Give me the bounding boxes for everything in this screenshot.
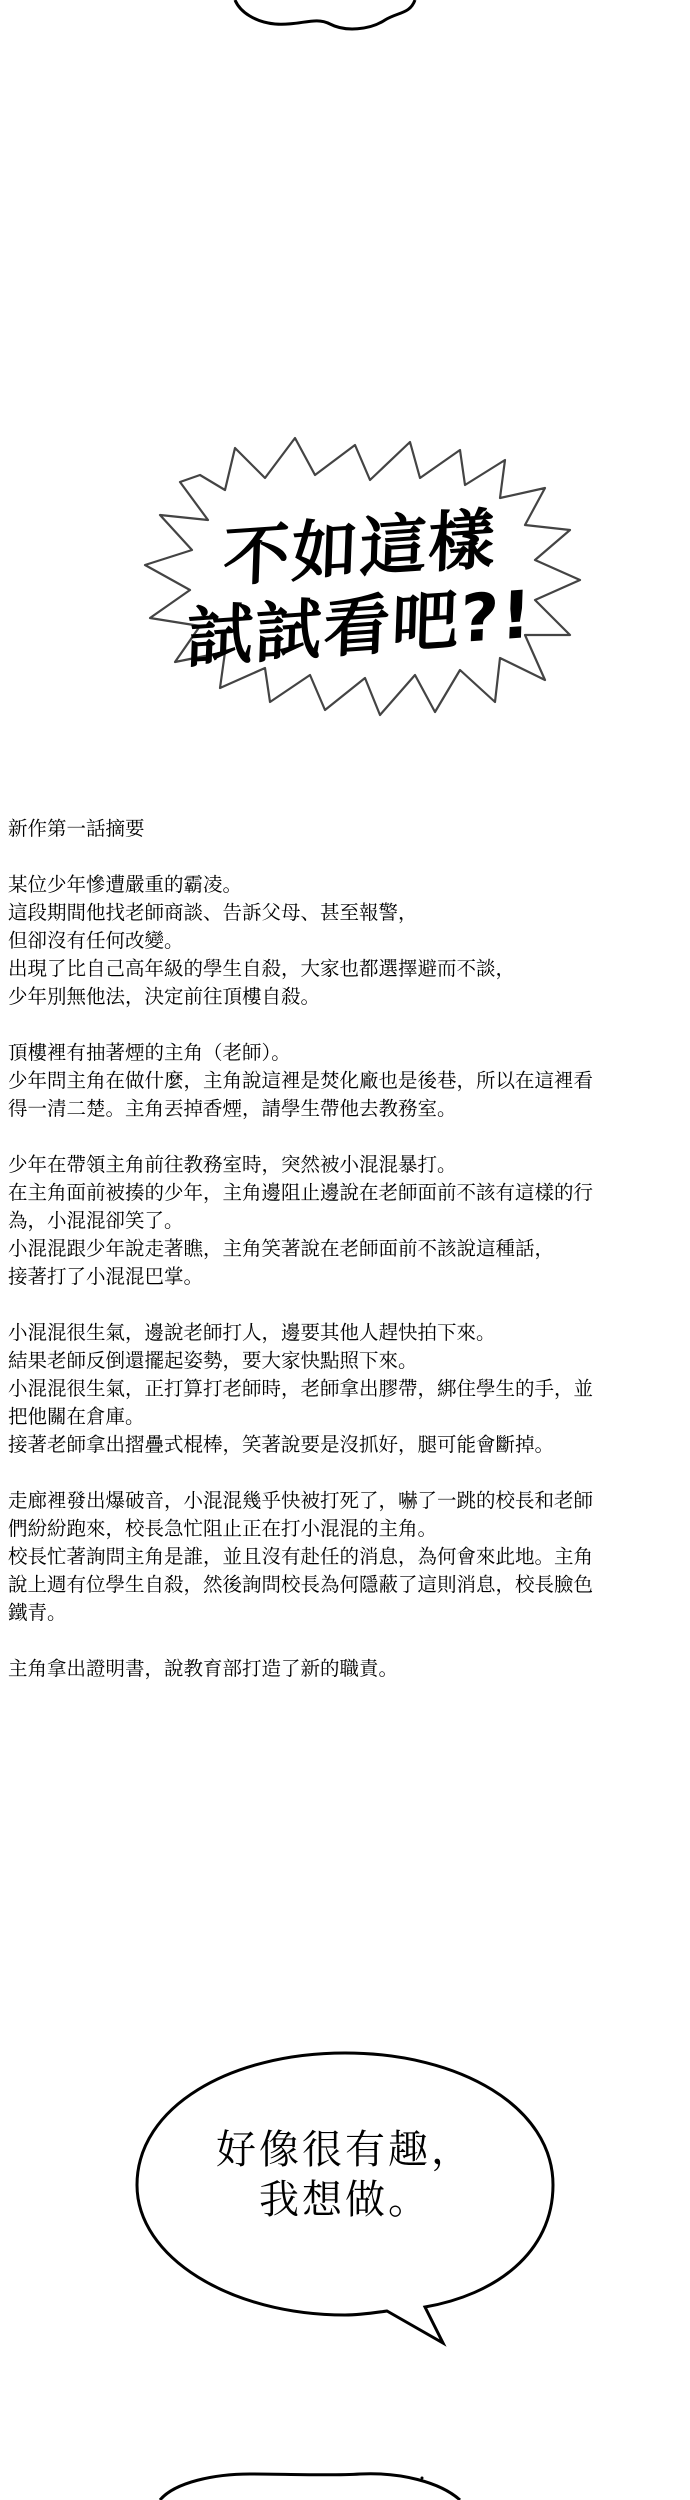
summary-line: 走廊裡發出爆破音，小混混幾乎快被打死了，嚇了一跳的校長和老師 bbox=[8, 1489, 594, 1512]
speech-line-2: 我想做。 bbox=[259, 2177, 431, 2223]
summary-line: 為，小混混卻笑了。 bbox=[8, 1209, 184, 1232]
summary-paragraph-5 bbox=[8, 1487, 680, 1627]
top-bubble-fragment bbox=[0, 0, 690, 40]
summary-line: 小混混很生氣，邊說老師打人，邊要其他人趕快拍下來。 bbox=[8, 1321, 496, 1344]
speech-bubble-text bbox=[165, 2125, 525, 2225]
summary-line: 主角拿出證明書，說教育部打造了新的職責。 bbox=[8, 1657, 399, 1680]
summary-line: 這段期間他找老師商談、告訴父母、甚至報警， bbox=[8, 901, 418, 924]
summary-line: 出現了比自己高年級的學生自殺，大家也都選擇避而不談， bbox=[8, 957, 516, 980]
shout-bubble-text bbox=[170, 500, 550, 677]
summary-line: 小混混跟少年說走著瞧，主角笑著說在老師面前不該說這種話， bbox=[8, 1237, 555, 1260]
summary-line: 某位少年慘遭嚴重的霸凌。 bbox=[8, 873, 243, 896]
summary-line: 說上週有位學生自殺，然後詢問校長為何隱蔽了這則消息，校長臉色 bbox=[8, 1573, 594, 1596]
speech-line-1: 好像很有趣， bbox=[216, 2127, 474, 2173]
summary-line: 少年在帶領主角前往教務室時，突然被小混混暴打。 bbox=[8, 1153, 457, 1176]
summary-line: 得一清二楚。主角丟掉香煙，請學生帶他去教務室。 bbox=[8, 1097, 457, 1120]
summary-line: 小混混很生氣，正打算打老師時，老師拿出膠帶，綁住學生的手，並 bbox=[8, 1377, 594, 1400]
summary-paragraph-2 bbox=[8, 1039, 680, 1123]
summary-line: 校長忙著詢問主角是誰，並且沒有赴任的消息，為何會來此地。主角 bbox=[8, 1545, 594, 1568]
summary-paragraph-1 bbox=[8, 871, 680, 1011]
summary-title: 新作第一話摘要 bbox=[8, 817, 145, 840]
summary-paragraph-4 bbox=[8, 1319, 680, 1459]
summary-paragraph-3 bbox=[8, 1151, 680, 1291]
summary-line: 接著打了小混混巴掌。 bbox=[8, 1265, 204, 1288]
summary-paragraph-6 bbox=[8, 1655, 680, 1683]
shout-line-1: 不如這樣 bbox=[222, 500, 499, 597]
summary-line: 鐵青。 bbox=[8, 1601, 67, 1624]
summary-line: 接著老師拿出摺疊式棍棒，笑著說要是沒抓好，腿可能會斷掉。 bbox=[8, 1433, 555, 1456]
summary-line: 在主角面前被揍的少年，主角邊阻止邊說在老師面前不該有這樣的行 bbox=[8, 1181, 594, 1204]
summary-line: 少年別無他法，決定前往頂樓自殺。 bbox=[8, 985, 321, 1008]
chapter-summary bbox=[8, 815, 680, 1683]
summary-line: 們紛紛跑來，校長急忙阻止正在打小混混的主角。 bbox=[8, 1517, 438, 1540]
summary-line: 少年問主角在做什麼，主角說這裡是焚化廠也是後巷，所以在這裡看 bbox=[8, 1069, 594, 1092]
summary-line: 結果老師反倒還擺起姿勢，要大家快點照下來。 bbox=[8, 1349, 418, 1372]
summary-line: 但卻沒有任何改變。 bbox=[8, 929, 184, 952]
shout-line-2: 試試看吧?! bbox=[185, 576, 535, 677]
summary-line: 把他關在倉庫。 bbox=[8, 1405, 145, 1428]
summary-line: 頂樓裡有抽著煙的主角（老師）。 bbox=[8, 1041, 291, 1064]
bottom-bubble-fragment bbox=[0, 2470, 690, 2500]
